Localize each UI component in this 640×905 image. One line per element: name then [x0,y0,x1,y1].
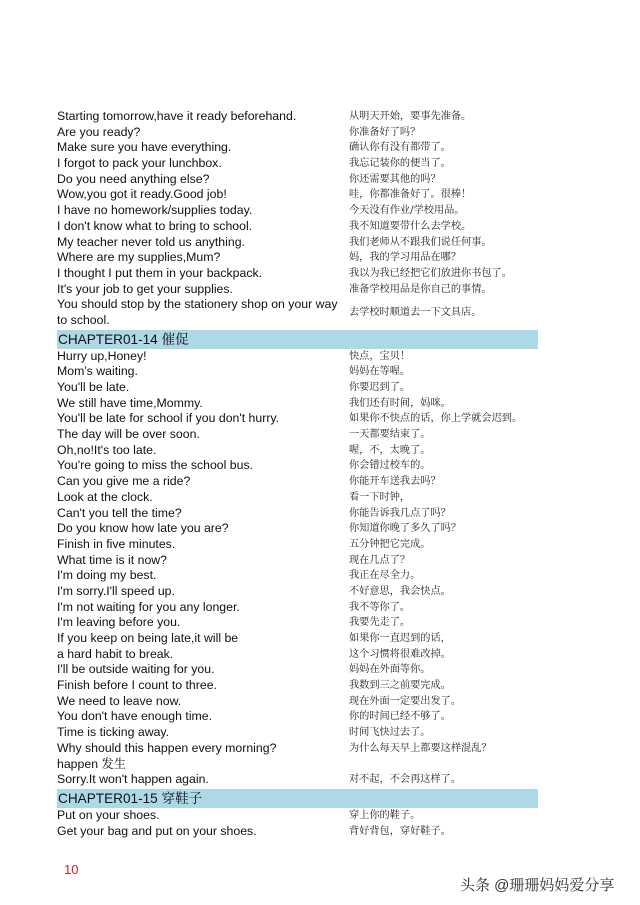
chinese-translation: 你还需要其他的吗？ [349,173,441,185]
chinese-translation: 你能开车送我去吗？ [349,476,441,488]
chinese-translation: 快点，宝贝！ [349,350,411,362]
phrase-row [57,725,538,741]
phrase-row [57,537,538,553]
chapter-15-list [57,808,538,839]
phrase-row [57,282,538,298]
phrase-row [57,427,538,443]
section-before-list [57,109,538,329]
chinese-translation: 背好背包，穿好鞋子。 [349,825,451,837]
chinese-translation: 你知道你晚了多久了吗？ [349,523,462,535]
chinese-translation: 我们还有时间，妈咪。 [349,397,451,409]
chinese-translation: 你的时间已经不够了。 [349,711,451,723]
english-phrase: Finish in five minutes. [57,536,176,551]
english-phrase: happen 发生 [57,756,127,771]
phrase-row [57,140,538,156]
chapter-heading-15: CHAPTER01-15 穿鞋子 [57,789,538,808]
chinese-translation: 我不等你了。 [349,601,411,613]
phrase-row [57,109,538,125]
chinese-translation: 现在外面一定要出发了。 [349,695,462,707]
english-phrase: You're going to miss the school bus. [57,458,254,473]
phrase-row [57,709,538,725]
phrase-row [57,474,538,490]
phrase-row [57,584,538,600]
chinese-translation: 妈，我的学习用品在哪？ [349,252,462,264]
english-phrase: If you keep on being late,it will be [57,631,239,646]
english-phrase: Do you know how late you are? [57,521,229,536]
chinese-translation: 对不起，不会再这样了。 [349,774,462,786]
phrase-row [57,396,538,412]
phrase-row [57,266,538,282]
english-phrase: Look at the clock. [57,489,153,504]
english-phrase: Time is ticking away. [57,725,170,740]
chinese-translation: 我忘记装你的便当了。 [349,158,451,170]
english-phrase: The day will be over soon. [57,427,200,442]
english-phrase: You'll be late. [57,380,130,395]
chinese-translation: 妈妈在外面等你。 [349,664,431,676]
phrase-content [57,109,538,839]
phrase-row [57,490,538,506]
chinese-translation: 我要先走了。 [349,617,411,629]
phrase-row [57,411,538,427]
chinese-translation: 你要迟到了。 [349,382,411,394]
phrase-row [57,808,538,824]
english-phrase: I'll be outside waiting for you. [57,662,215,677]
chinese-translation: 你会错过校车的。 [349,460,431,472]
phrase-row [57,824,538,840]
chinese-translation: 去学校时顺道去一下文具店。 [349,307,482,319]
page-number: 10 [64,862,79,877]
english-phrase: Do you need anything else? [57,171,210,186]
chinese-translation: 我数到三之前要完成。 [349,680,451,692]
chinese-translation: 如果你不快点的话，你上学就会迟到。 [349,413,523,425]
phrase-row [57,600,538,616]
english-phrase: I forgot to pack your lunchbox. [57,156,222,171]
chinese-translation: 今天没有作业/学校用品。 [349,205,465,217]
phrase-row [57,631,538,647]
phrase-row [57,349,538,365]
chapter-14-list [57,349,538,788]
phrase-row [57,203,538,219]
english-phrase: Wow,you got it ready.Good job! [57,187,227,202]
chinese-translation: 喔，不，太晚了。 [349,444,431,456]
chinese-translation: 你能告诉我几点了吗？ [349,507,451,519]
english-phrase: Can you give me a ride? [57,474,191,489]
english-phrase: What time is it now? [57,552,168,567]
chinese-translation: 你准备好了吗？ [349,126,421,138]
english-phrase: Hurry up,Honey! [57,348,147,363]
phrase-row [57,364,538,380]
english-phrase: Mom's waiting. [57,364,138,379]
phrase-row [57,741,538,757]
phrase-row [57,172,538,188]
phrase-row [57,156,538,172]
english-phrase: Why should this happen every morning? [57,740,277,755]
english-phrase: a hard habit to break. [57,646,174,661]
phrase-row [57,250,538,266]
phrase-row [57,757,538,773]
chinese-translation: 我不知道要带什么去学校。 [349,220,472,232]
chinese-translation: 确认你有没有都带了。 [349,142,451,154]
phrase-row [57,380,538,396]
english-phrase: I'm sorry.I'll speed up. [57,583,175,598]
phrase-row [57,297,538,328]
english-phrase: I don't know what to bring to school. [57,218,253,233]
english-phrase: Oh,no!It's too late. [57,442,157,457]
english-phrase: We still have time,Mommy. [57,395,203,410]
english-phrase: Make sure you have everything. [57,140,232,155]
chinese-translation: 哇，你都准备好了。很棒！ [349,189,472,201]
english-phrase: Starting tomorrow,have it ready beforehand. [57,109,297,123]
chinese-translation: 一天都要结束了。 [349,429,431,441]
phrase-row [57,615,538,631]
chinese-translation: 穿上你的鞋子。 [349,809,421,821]
english-phrase: You'll be late for school if you don't hurry. [57,411,280,426]
english-phrase: I'm doing my best. [57,568,157,583]
phrase-row [57,506,538,522]
phrase-row [57,568,538,584]
english-phrase: Put on your shoes. [57,807,160,822]
english-phrase: Are you ready? [57,124,141,139]
chinese-translation: 不好意思，我会快点。 [349,585,451,597]
chinese-translation: 为什么每天早上都要这样混乱？ [349,742,492,754]
phrase-row [57,458,538,474]
phrase-row [57,662,538,678]
english-phrase: It's your job to get your supplies. [57,281,233,296]
english-phrase: Get your bag and put on your shoes. [57,823,257,838]
chinese-translation: 准备学校用品是你自己的事情。 [349,283,492,295]
chinese-translation: 看一下时钟， [349,491,411,503]
chinese-translation: 妈妈在等喔。 [349,366,411,378]
phrase-row [57,678,538,694]
phrase-row [57,647,538,663]
english-phrase: I'm not waiting for you any longer. [57,599,240,614]
english-phrase: You don't have enough time. [57,709,213,724]
chinese-translation: 我以为我已经把它们放进你书包了。 [349,267,512,279]
chinese-translation: 这个习惯将很难改掉。 [349,648,451,660]
chinese-translation: 时间飞快过去了。 [349,727,431,739]
phrase-row [57,235,538,251]
phrase-row [57,125,538,141]
english-phrase: Finish before I count to three. [57,678,217,693]
english-phrase: Can't you tell the time? [57,505,182,520]
english-phrase: Sorry.It won't happen again. [57,772,209,787]
english-phrase: I have no homework/supplies today. [57,203,253,218]
chinese-translation: 如果你一直迟到的话， [349,633,451,645]
phrase-row [57,443,538,459]
chinese-translation: 我们老师从不跟我们说任何事。 [349,236,492,248]
phrase-row [57,772,538,788]
english-phrase: My teacher never told us anything. [57,234,245,249]
english-phrase: I'm leaving before you. [57,615,181,630]
chapter-heading-14: CHAPTER01-14 催促 [57,330,538,349]
phrase-row [57,187,538,203]
english-phrase: I thought I put them in your backpack. [57,265,263,280]
chinese-translation: 现在几点了？ [349,554,411,566]
watermark-text: 头条 @珊珊妈妈爱分享 [460,877,615,894]
english-phrase: You should stop by the stationery shop on your way to school. [57,297,338,327]
phrase-row [57,219,538,235]
english-phrase: We need to leave now. [57,693,182,708]
english-phrase: Where are my supplies,Mum? [57,250,221,265]
chinese-translation: 我正在尽全力。 [349,570,421,582]
chinese-translation: 从明天开始，要事先准备。 [349,111,472,122]
phrase-row [57,694,538,710]
chinese-translation: 五分钟把它完成。 [349,538,431,550]
phrase-row [57,521,538,537]
phrase-row [57,553,538,569]
